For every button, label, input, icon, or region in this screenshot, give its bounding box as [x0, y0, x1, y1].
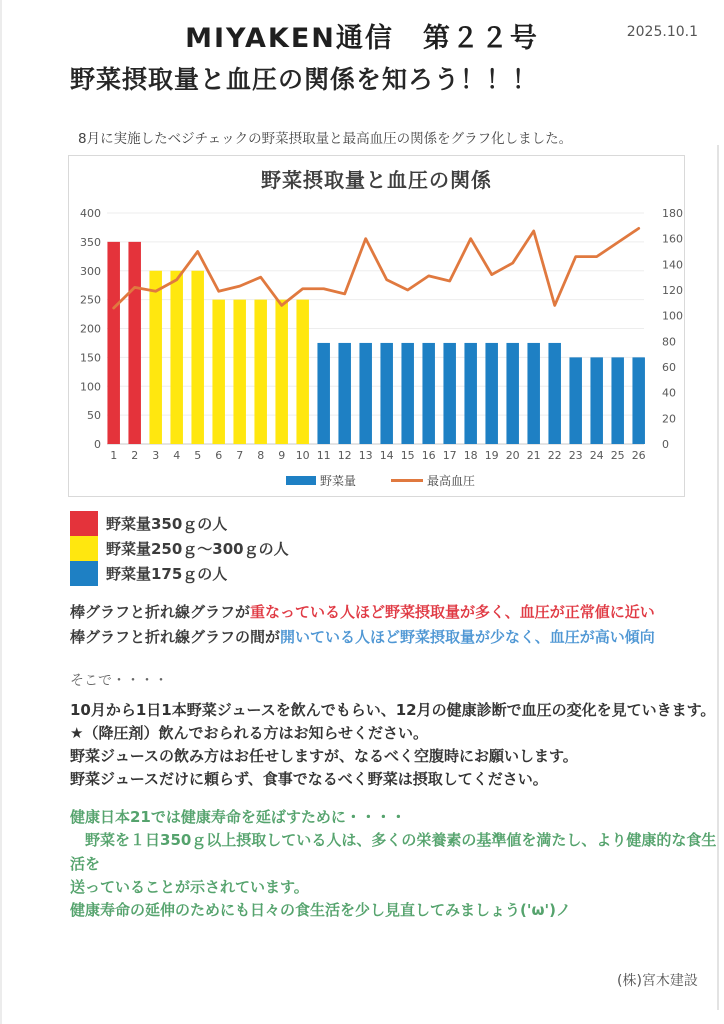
bar-3	[149, 271, 162, 444]
finding-prefix: 棒グラフと折れ線グラフの間が	[70, 628, 281, 646]
y-axis-right-label: 100	[662, 309, 683, 323]
x-axis-label: 4	[173, 449, 181, 462]
newsletter-title: MIYAKEN通信 第２２号	[185, 23, 539, 54]
bar-5	[191, 271, 204, 444]
x-axis-label: 12	[337, 449, 352, 462]
chart-card	[68, 155, 685, 497]
bar-14	[380, 343, 393, 444]
legend-row-175g	[70, 561, 289, 586]
y-axis-left-label: 150	[80, 351, 101, 365]
plan-line: 野菜ジュースの飲み方はお任せしますが、なるべく空腹時にお願いします。	[70, 747, 578, 765]
y-axis-right-label: 0	[662, 438, 669, 451]
legend-label: 野菜量	[320, 474, 357, 488]
bar-10	[296, 300, 309, 444]
x-axis-label: 7	[236, 449, 244, 462]
x-axis-label: 26	[631, 449, 646, 462]
y-axis-right-label: 60	[662, 361, 676, 374]
x-axis-label: 25	[610, 449, 625, 462]
x-axis-label: 6	[215, 449, 223, 462]
x-axis-label: 23	[568, 449, 583, 462]
left-scan-edge	[0, 0, 2, 1024]
x-axis-label: 15	[400, 449, 415, 462]
x-axis-label: 14	[379, 449, 394, 462]
legend-bar-swatch	[286, 476, 316, 485]
bar-17	[443, 343, 456, 444]
health-note-line: 野菜を１日350ｇ以上摂取している人は、多くの栄養素の基準値を満たし、より健康的な食生活を	[70, 831, 717, 873]
legend-row-250-300g	[70, 536, 289, 561]
finding-gap-text	[70, 626, 655, 647]
bar-23	[569, 357, 582, 444]
y-axis-left-label: 300	[80, 264, 101, 278]
bar-8	[254, 300, 267, 444]
plan-section	[70, 670, 715, 791]
legend-label: 最高血圧	[427, 474, 476, 488]
y-axis-right-label: 160	[662, 232, 683, 246]
issue-date: 2025.10.1	[626, 24, 698, 40]
x-axis-label: 16	[421, 449, 436, 462]
x-axis-label: 9	[278, 449, 286, 462]
y-axis-left-label: 400	[80, 207, 101, 220]
bar-18	[464, 343, 477, 444]
x-axis-label: 2	[131, 449, 139, 462]
health-note	[70, 806, 724, 922]
x-axis-label: 8	[257, 449, 265, 462]
y-axis-left-label: 50	[87, 409, 101, 423]
bar-21	[527, 343, 540, 444]
page-title: 野菜摂取量と血圧の関係を知ろう！！！	[70, 65, 539, 94]
red-swatch	[70, 511, 98, 536]
x-axis-label: 18	[463, 449, 478, 462]
color-legend	[70, 511, 289, 586]
plan-lead: そこで・・・・	[70, 673, 168, 689]
bar-2	[128, 242, 141, 444]
finding-highlight: 重なっている人ほど野菜摂取量が多く、血圧が正常値に近い	[250, 603, 655, 621]
bar-12	[338, 343, 351, 444]
health-note-line: 健康寿命の延伸のためにも日々の食生活を少し見直してみましょう('ω')ノ	[70, 901, 571, 920]
finding-highlight: 開いている人ほど野菜摂取量が少なく、血圧が高い傾向	[280, 628, 655, 646]
y-axis-left-label: 0	[94, 438, 101, 451]
x-axis-label: 5	[194, 449, 202, 462]
bar-26	[632, 357, 645, 444]
x-axis-label: 10	[295, 449, 310, 462]
y-axis-right-label: 120	[662, 284, 683, 297]
y-axis-right-label: 80	[662, 335, 676, 349]
yellow-swatch	[70, 536, 98, 561]
y-axis-right-label: 180	[662, 207, 683, 220]
combo-chart	[69, 156, 686, 498]
health-note-line: 送っていることが示されています。	[70, 877, 309, 896]
x-axis-label: 17	[442, 449, 457, 462]
finding-prefix: 棒グラフと折れ線グラフが	[70, 603, 251, 621]
bar-1	[107, 242, 120, 444]
plan-line: 野菜ジュースだけに頼らず、食事でなるべく野菜は摂取してください。	[70, 770, 548, 788]
bar-19	[485, 343, 498, 444]
chart-title: 野菜摂取量と血圧の関係	[261, 168, 492, 192]
legend-label: 野菜量350ｇの人	[106, 515, 228, 533]
x-axis-label: 1	[110, 449, 118, 462]
legend-label: 野菜量250ｇ～300ｇの人	[106, 540, 289, 558]
blue-swatch	[70, 561, 98, 586]
bar-11	[317, 343, 330, 444]
company-footer: (株)宮木建設	[617, 973, 698, 989]
x-axis-label: 20	[505, 449, 520, 462]
x-axis-label: 19	[484, 449, 499, 462]
x-axis-label: 24	[589, 449, 604, 462]
intro-text: 8月に実施したベジチェックの野菜摂取量と最高血圧の関係をグラフ化しました。	[78, 131, 573, 147]
bar-7	[233, 300, 246, 444]
bar-15	[401, 343, 414, 444]
bar-9	[275, 300, 288, 444]
finding-overlap-text	[70, 601, 655, 622]
x-axis-label: 22	[547, 449, 562, 462]
bar-24	[590, 357, 603, 444]
x-axis-label: 13	[358, 449, 373, 462]
bar-4	[170, 271, 183, 444]
bar-25	[611, 357, 624, 444]
legend-label: 野菜量175ｇの人	[106, 565, 228, 583]
x-axis-label: 21	[526, 449, 541, 462]
x-axis-label: 11	[316, 449, 331, 462]
bar-16	[422, 343, 435, 444]
y-axis-right-label: 140	[662, 258, 683, 272]
health-note-line: 健康日本21では健康寿命を延ばすために・・・・	[70, 808, 406, 826]
y-axis-left-label: 100	[80, 380, 101, 394]
y-axis-left-label: 200	[80, 322, 101, 336]
bar-20	[506, 343, 519, 444]
bar-13	[359, 343, 372, 444]
y-axis-left-label: 350	[80, 235, 101, 249]
bar-22	[548, 343, 561, 444]
legend-row-350g	[70, 511, 289, 536]
plan-line: ★（降圧剤）飲んでおられる方はお知らせください。	[70, 724, 428, 742]
bar-6	[212, 300, 225, 444]
y-axis-right-label: 20	[662, 412, 676, 426]
y-axis-right-label: 40	[662, 386, 676, 400]
plan-line: 10月から1日1本野菜ジュースを飲んでもらい、12月の健康診断で血圧の変化を見ていきます。	[70, 701, 716, 719]
y-axis-left-label: 250	[80, 293, 101, 307]
x-axis-label: 3	[152, 449, 160, 462]
